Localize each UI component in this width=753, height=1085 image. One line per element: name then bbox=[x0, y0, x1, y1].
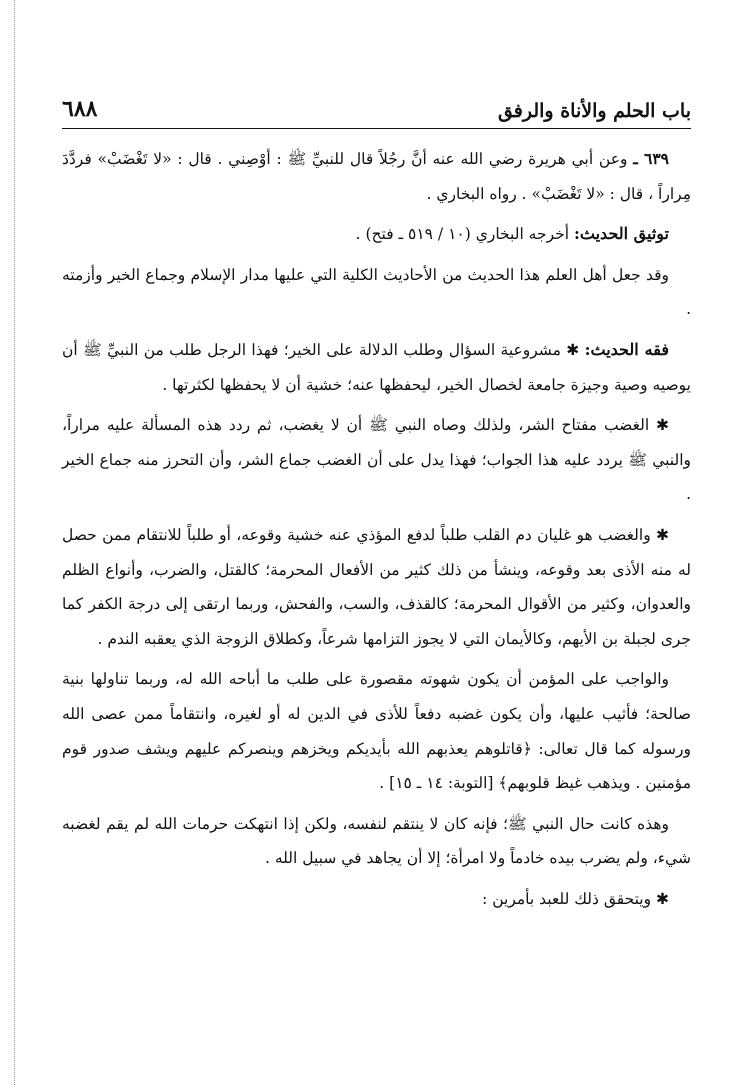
fiqh-text: ✱ مشروعية السؤال وطلب الدلالة على الخير؛ فهذا الرجل طلب من النبيِّ ﷺ أن يوصيه وصية وجيزة جامعة لخصال الخير، ليحفظها عنه؛ خشية أن لا يحفظها لكثرتها . bbox=[62, 340, 691, 394]
takhrij-text: أخرجه البخاري (١٠ / ٥١٩ ـ فتح) . bbox=[355, 225, 570, 244]
hadith-paragraph bbox=[62, 142, 691, 211]
hadith-text: وعن أبي هريرة رضي الله عنه أنَّ رجُلاً قال للنبيِّ ﷺ : أوْصِني . قال : «لا تَغْضَبْ» فردَّدَ مِراراً ، قال : «لا تَغْضَبْ» . رواه البخاري . bbox=[62, 150, 691, 203]
body-paragraph: والواجب على المؤمن أن يكون شهوته مقصورة على طلب ما أباحه الله له، وربما تناولها بنية صالحة؛ فأثيب عليها، وأن يكون غضبه دفعاً للأذى في الدين له أو لغيره، وانتقاماً ممن عصى الله ورسوله كما قال تعالى: ﴿قاتلوهم يعذبهم الله بأيديكم ويخزهم وينصركم عليهم ويشف صدور قوم مؤمنين . ويذهب غيظ قلوبهم﴾ [التوبة: ١٤ ـ ١٥] . bbox=[62, 670, 691, 793]
chapter-title: باب الحلم والأناة والرفق bbox=[497, 100, 691, 122]
body-paragraph: ✱ والغضب هو غليان دم القلب طلباً لدفع المؤذي عنه خشية وقوعه، أو طلباً للانتقام ممن حصل له منه الأذى بعد وقوعه، وينشأ من ذلك كثير من الأفعال المحرمة؛ كالقتل، والضرب، وأنواع الظلم والعدوان، وكثير من الأقوال المحرمة؛ كالقذف، والسب، والفحش، وربما ارتقى إلى درجة الكفر كما جرى لجبلة بن الأيهم، وكالأيمان التي لا يجوز التزامها شرعاً، وكطلاق الزوجة الذي يعقبه الندم . bbox=[62, 525, 691, 648]
page-body bbox=[62, 142, 691, 922]
body-paragraph: ✱ ويتحقق ذلك للعبد بأمرين : bbox=[482, 889, 669, 908]
body-paragraph: وهذه كانت حال النبي ﷺ؛ فإنه كان لا ينتقم لنفسه، ولكن إذا انتهكت حرمات الله لم يقم لغضبه شيء، ولم يضرب بيده خادماً ولا امرأة؛ إلا أن يجاهد في سبيل الله . bbox=[62, 814, 691, 868]
fiqh-label: فقه الحديث: bbox=[584, 339, 669, 359]
body-paragraph: وقد جعل أهل العلم هذا الحديث من الأحاديث الكلية التي عليها مدار الإسلام وجماع الخير وأزمته . bbox=[62, 265, 691, 319]
fiqh-paragraph bbox=[62, 333, 691, 402]
takhrij-label: توثيق الحديث: bbox=[573, 224, 669, 244]
body-paragraph: ✱ الغضب مفتاح الشر، ولذلك وصاه النبي ﷺ أن لا يغضب، ثم ردد هذه المسألة عليه مراراً، والنبي ﷺ يردد عليه هذا الجواب؛ فهذا يدل على أن الغضب جماع الشر، وأن التحرز منه جماع الخير . bbox=[62, 416, 691, 504]
page-header bbox=[62, 88, 691, 129]
hadith-number: ٦٣٩ ـ bbox=[633, 149, 669, 168]
takhrij-paragraph bbox=[62, 217, 691, 252]
page-number: ٦٨٨ bbox=[62, 96, 98, 122]
